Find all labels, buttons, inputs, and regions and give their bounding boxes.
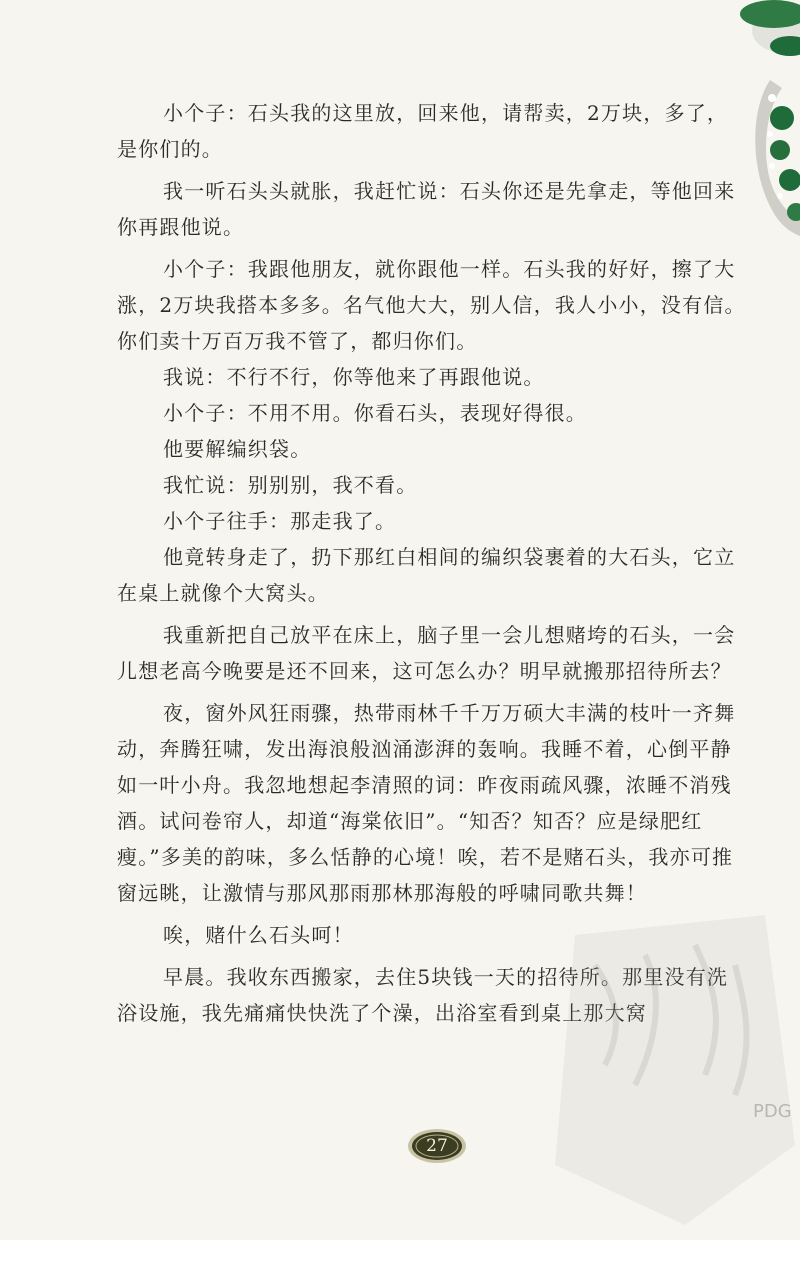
paragraph: 小个子：不用不用。你看石头，表现好得很。	[163, 401, 587, 425]
paragraph: 我忙说：别别别，我不看。	[163, 473, 418, 497]
library-stamp-watermark	[535, 905, 800, 1235]
body-text	[117, 95, 747, 1031]
page-bottom-margin	[0, 1240, 800, 1275]
paragraph: 小个子：我跟他朋友，就你跟他一样。石头我的好好，擦了大涨，2万块我搭本多多。名气他大大，别人信，我人小小，没有信。你们卖十万百万我不管了，都归你们。	[117, 257, 746, 353]
paragraph: 唉，赌什么石头呵！	[163, 923, 354, 947]
paragraph: 他竟转身走了，扔下那红白相间的编织袋裹着的大石头，它立在桌上就像个大窝头。	[117, 545, 736, 605]
paragraph: 小个子：石头我的这里放，回来他，请帮卖，2万块，多了，是你们的。	[117, 101, 729, 161]
page-number: 27	[426, 1136, 448, 1156]
watermark-text: PDG	[753, 1101, 792, 1122]
page-number-badge	[407, 1128, 467, 1164]
paragraph: 我重新把自己放平在床上，脑子里一会儿想赌垮的石头，一会儿想老高今晚要是还不回来，这可怎么办？明早就搬那招待所去？	[117, 623, 736, 683]
paragraph: 早晨。我收东西搬家，去住5块钱一天的招待所。那里没有洗浴设施，我先痛痛快快洗了个澡，出浴室看到桌上那大窝	[117, 965, 729, 1025]
paragraph: 夜，窗外风狂雨骤，热带雨林千千万万硕大丰满的枝叶一齐舞动，奔腾狂啸，发出海浪般汹涌澎湃的轰响。我睡不着，心倒平静如一叶小舟。我忽地想起李清照的词：昨夜雨疏风骤，浓睡不消残酒。试问卷帘人，却道“海棠依旧”。“知否？知否？应是绿肥红瘦。”多美的韵味，多么恬静的心境！唉，若不是赌石头，我亦可推窗远眺，让激情与那风那雨那林那海般的呼啸同歌共舞！	[117, 701, 736, 905]
paragraph: 我说：不行不行，你等他来了再跟他说。	[163, 365, 545, 389]
paragraph: 我一听石头头就胀，我赶忙说：石头你还是先拿走，等他回来你再跟他说。	[117, 179, 736, 239]
paragraph: 他要解编织袋。	[163, 437, 312, 461]
paragraph: 小个子往手：那走我了。	[163, 509, 397, 533]
